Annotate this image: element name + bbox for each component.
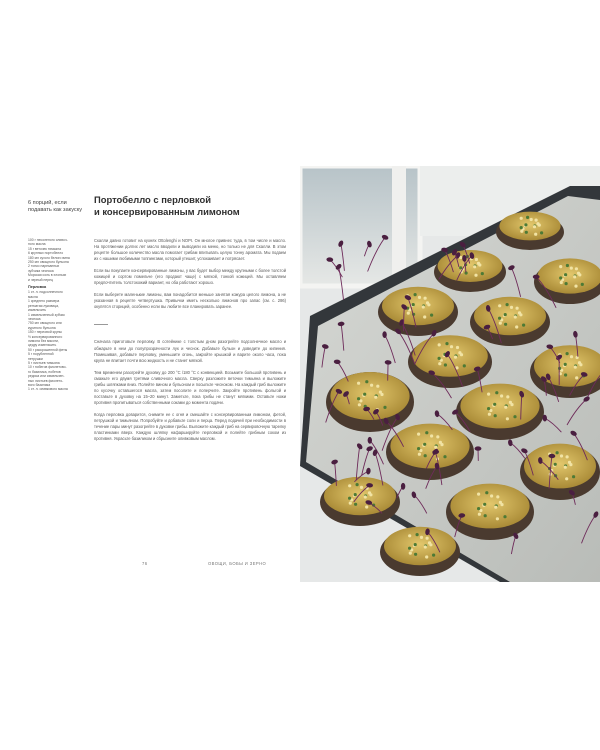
mushroom bbox=[446, 484, 534, 540]
method-paragraph: Сначала приготовьте перловку. В сотейнике с толстым дном разогрейте подсолнечное масло и обжарьте в нем до полупрозрачности лук и чеснок. Добавьте бульон и доведите до кипения. Помешивая, добавьте перловку, уменьшите огонь, закройте крышкой и варите около часа, пока крупа не впитает почти всю жидкость и не станет мягкой. bbox=[94, 339, 286, 363]
ingredient-line: 1 среднего размера bbox=[28, 299, 60, 304]
divider bbox=[94, 324, 108, 325]
ingredient-line: лимона без мякоти, bbox=[28, 338, 59, 343]
ingredient-line: репчатая луковица, bbox=[28, 303, 59, 308]
ingredient-line: 150 г перловой крупы bbox=[28, 330, 62, 335]
ingredient-line: го базилика, побегов bbox=[28, 369, 61, 374]
ingredient-line: ного масла bbox=[28, 242, 46, 247]
title-line: Портобелло с перловкой bbox=[94, 194, 211, 205]
ingredient-line: 100 г несоленого сливоч- bbox=[28, 238, 68, 242]
recipe-page bbox=[18, 166, 300, 586]
ingredients-subheading: Перловка bbox=[28, 285, 47, 290]
intro-paragraph: Скалли давно готовит на кухнях Ottolenghi и NOPI. Он многое привнес туда, в том числе и масло. На протяжении долгих лет масло вводили и выводили из меню, но только не для Скалли. В этом рецепте большое количество масла помогает грибам впитывать целую тонну аромата. Мы подаем их с нашими любимыми топпингами, который утешит, успокаивает и потрясает. bbox=[94, 238, 286, 262]
ingredient-line: 1 измельченный зубчик bbox=[28, 312, 65, 317]
ingredient-line: 6 крупных портобелло bbox=[28, 251, 64, 256]
ingredients-list bbox=[28, 238, 88, 392]
ingredient-line: 2 тонко нарезанных bbox=[28, 264, 60, 269]
food-photo bbox=[300, 166, 600, 582]
mushroom bbox=[320, 477, 400, 526]
ingredient-line: и черный перец bbox=[28, 277, 53, 282]
mushroom bbox=[386, 424, 474, 480]
ingredient-line: куриного бульона bbox=[28, 325, 56, 330]
ingredient-line: 5 г листьев тимьяна bbox=[28, 360, 60, 365]
ingredient-line: вого базилика bbox=[28, 383, 51, 387]
mushroom bbox=[456, 384, 544, 440]
photo-page bbox=[300, 166, 600, 582]
ingredient-line: ных листьев фиолето- bbox=[28, 378, 64, 383]
ingredient-line: 180 мл сухого белого вина bbox=[28, 255, 70, 260]
ingredient-line: 10 г побегов фиолетово- bbox=[28, 365, 67, 370]
ingredient-line: 15 г веточек тимьяна bbox=[28, 246, 61, 251]
ingredient-line: 750 мл овощного или bbox=[28, 321, 62, 326]
ingredient-line: чеснока bbox=[28, 316, 41, 321]
recipe-title bbox=[94, 194, 294, 217]
ingredient-line: 1 ст. л. оливкового масла bbox=[28, 387, 68, 392]
recipe-text bbox=[94, 238, 286, 448]
chapter-name: ОВОЩИ, БОБЫ И ЗЕРНО bbox=[208, 561, 267, 566]
mushroom bbox=[496, 212, 564, 250]
ingredient-line: 5 г порубленной bbox=[28, 352, 54, 357]
page-number: 76 bbox=[142, 561, 148, 566]
ingredient-line: 1 ст. л. подсолнечного bbox=[28, 290, 63, 295]
servings-note: 6 порций, если подавать как закуску bbox=[28, 200, 83, 213]
ingredient-line: измельчить bbox=[28, 308, 47, 313]
ingredient-line: 50 г раскрошенной феты bbox=[28, 347, 68, 352]
ingredient-line: петрушки bbox=[28, 356, 43, 361]
ingredient-line: цедру измельчить bbox=[28, 343, 57, 348]
intro-paragraph: Если вы покупаете консервированные лимоны, у вас будет выбор между крупными с более толстой кожицей и сортом помельче (его продают чаще) с мягкой, тонкой кожицей. Мы оставляем предпочтитель толстокожий вариант, но оба работают хорошо. bbox=[94, 268, 286, 286]
mushroom bbox=[408, 335, 492, 388]
mushroom bbox=[380, 527, 460, 576]
ingredient-line: Морская соль в хлопьях bbox=[28, 273, 67, 278]
ingredient-line: редиса или измельчен- bbox=[28, 374, 65, 379]
ingredient-line: масла bbox=[28, 294, 38, 299]
ingredient-line: зубчика чеснока bbox=[28, 268, 54, 273]
mushroom bbox=[378, 287, 458, 336]
title-line: и консервированным лимоном bbox=[94, 205, 240, 217]
method-paragraph: Когда перловка доварится, снимите ее с огня и смешайте с консервированным лимоном, фетой, петрушкой и тимьяном. Попробуйте и добавьте соли и перца. Перед подачей при необходимости в течение пары минут разогрейте в духовке грибы. Выложите каждый гриб на сервировочную тарелку пластинками вверх. Каждую шляпку нафаршируйте перловкой и полейте грибным соком из противня. Украсьте базиликом и сбрызните оливковым маслом. bbox=[94, 411, 286, 442]
method-paragraph: Тем временем разогрейте духовку до 200 °С /180 °С с конвекцией. Возьмите большой противень и смажьте его двумя третями сливочного масла. Сверху разложите веточки тимьяна и выложите грибы шляпками вниз. Полейте вином и бульоном и посыпьте чесноком. На каждый гриб выложите по кусочку оставшегося масла, затем посолите и поперчите. Закройте противень фольгой и поставьте в духовку на 15–20 минут. Заметьте, пока грибы не станут мягкими. Оставьте ножи противня пропитываться собственными соками до момента подачи. bbox=[94, 369, 286, 405]
mushroom bbox=[470, 297, 550, 346]
mushroom bbox=[326, 372, 414, 432]
intro-paragraph: Если выберете маленькие лимоны, вам понадобится меньше занятая кожура целого лимона, а не указанная в рецепте четвертушка. Привычки иметь несколько лимонов про запас (см. с. 286) окупятся сторицей, особенно если вы любите все планировать заранее. bbox=[94, 292, 286, 310]
ingredient-line: 250 мл овощного бульона bbox=[28, 260, 69, 265]
ingredient-line: ½ консервированного bbox=[28, 334, 63, 339]
